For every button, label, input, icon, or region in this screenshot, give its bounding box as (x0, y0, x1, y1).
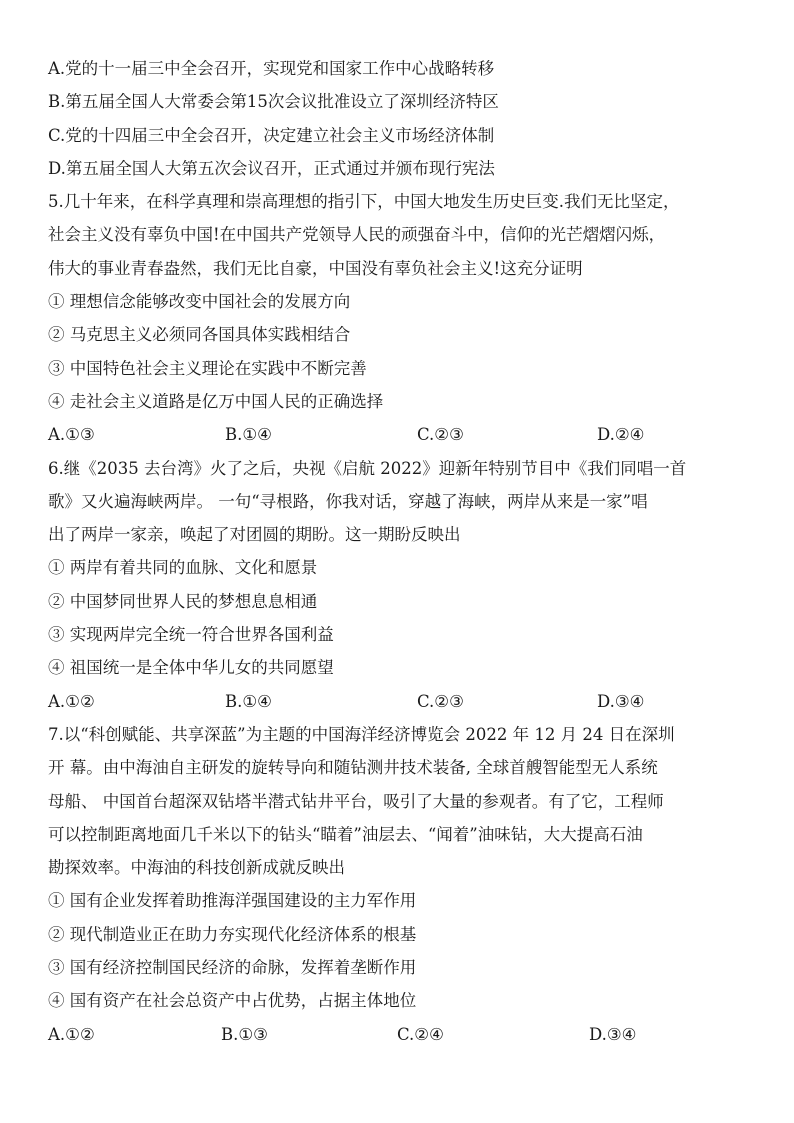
q6-choices (48, 685, 772, 718)
q5-statement-1: ① 理想信念能够改变中国社会的发展方向 (48, 292, 351, 312)
q5-choice-a: A.①③ (48, 425, 95, 445)
q7-choices (48, 1018, 772, 1051)
q4-option-c: C.党的十四届三中全会召开，决定建立社会主义市场经济体制 (48, 125, 495, 145)
q5-stem-line: 伟大的事业青春盎然，我们无比自豪，中国没有辜负社会主义!这充分证明 (48, 258, 583, 278)
q6-choice-d: D.③④ (597, 691, 645, 711)
q6-choice-c: C.②③ (417, 691, 464, 711)
question-6 (48, 452, 772, 718)
q7-choice-a: A.①② (48, 1024, 95, 1044)
q7-statement-3: ③ 国有经济控制国民经济的命脉，发挥着垄断作用 (48, 958, 417, 978)
q5-stem-line: 5.几十年来，在科学真理和崇高理想的指引下，中国大地发生历史巨变.我们无比坚定， (48, 192, 680, 212)
q5-stem-line: 社会主义没有辜负中国!在中国共产党领导人民的顽强奋斗中，信仰的光芒熠熠闪烁， (48, 225, 666, 245)
q6-stem-line: 出了两岸一家亲，唤起了对团圆的期盼。这一期盼反映出 (48, 525, 461, 545)
q5-choice-c: C.②③ (417, 425, 464, 445)
q5-statement-2: ② 马克思主义必须同各国具体实践相结合 (48, 325, 351, 345)
question-4-options (48, 52, 772, 185)
q7-stem-line: 开 幕。由中海油自主研发的旋转导向和随钻测井技术装备, 全球首艘智能型无人系统 (48, 758, 658, 778)
exam-page (48, 52, 772, 1051)
q4-option-d: D.第五届全国人大第五次会议召开，正式通过并颁布现行宪法 (48, 158, 495, 178)
q7-choice-c: C.②④ (397, 1024, 444, 1044)
q7-choice-d: D.③④ (589, 1024, 637, 1044)
q7-choice-b: B.①③ (221, 1024, 268, 1044)
q6-stem-line: 歌》又火遍海峡两岸。 一句“寻根路，你我对话，穿越了海峡，两岸从来是一家”唱 (48, 491, 648, 511)
q7-stem-line: 7.以“科创赋能、共享深蓝”为主题的中国海洋经济博览会 2022 年 12 月 24 日在深圳 (48, 724, 675, 744)
question-7 (48, 718, 772, 1051)
q5-choice-d: D.②④ (597, 425, 645, 445)
q6-statement-1: ① 两岸有着共同的血脉、文化和愿景 (48, 558, 318, 578)
q7-stem-line: 可以控制距离地面几千米以下的钻头“瞄着”油层去、“闻着”油味钻，大大提高石油 (48, 824, 643, 844)
q6-stem-line: 6.继《2035 去台湾》火了之后，央视《启航 2022》迎新年特别节目中《我们同唱一首 (48, 458, 687, 478)
q7-statement-4: ④ 国有资产在社会总资产中占优势，占据主体地位 (48, 991, 417, 1011)
q7-statement-2: ② 现代制造业正在助力夯实现代化经济体系的根基 (48, 924, 417, 944)
question-5 (48, 185, 772, 451)
q4-option-a: A.党的十一届三中全会召开，实现党和国家工作中心战略转移 (48, 59, 495, 78)
q6-choice-a: A.①② (48, 691, 95, 711)
q5-choices (48, 418, 772, 451)
q5-statement-4: ④ 走社会主义道路是亿万中国人民的正确选择 (48, 391, 384, 411)
q5-statement-3: ③ 中国特色社会主义理论在实践中不断完善 (48, 358, 367, 378)
q7-stem-line: 勘探效率。中海油的科技创新成就反映出 (48, 858, 345, 878)
q6-statement-2: ② 中国梦同世界人民的梦想息息相通 (48, 591, 318, 611)
q4-option-b: B.第五届全国人大常委会第15次会议批准设立了深圳经济特区 (48, 92, 499, 112)
q7-stem-line: 母船、 中国首台超深双钻塔半潜式钻井平台，吸引了大量的参观者。有了它，工程师 (48, 791, 664, 811)
q6-statement-4: ④ 祖国统一是全体中华儿女的共同愿望 (48, 658, 334, 678)
q6-choice-b: B.①④ (225, 691, 272, 711)
q5-choice-b: B.①④ (225, 425, 272, 445)
q7-statement-1: ① 国有企业发挥着助推海洋强国建设的主力军作用 (48, 891, 417, 911)
q6-statement-3: ③ 实现两岸完全统一符合世界各国利益 (48, 625, 334, 645)
